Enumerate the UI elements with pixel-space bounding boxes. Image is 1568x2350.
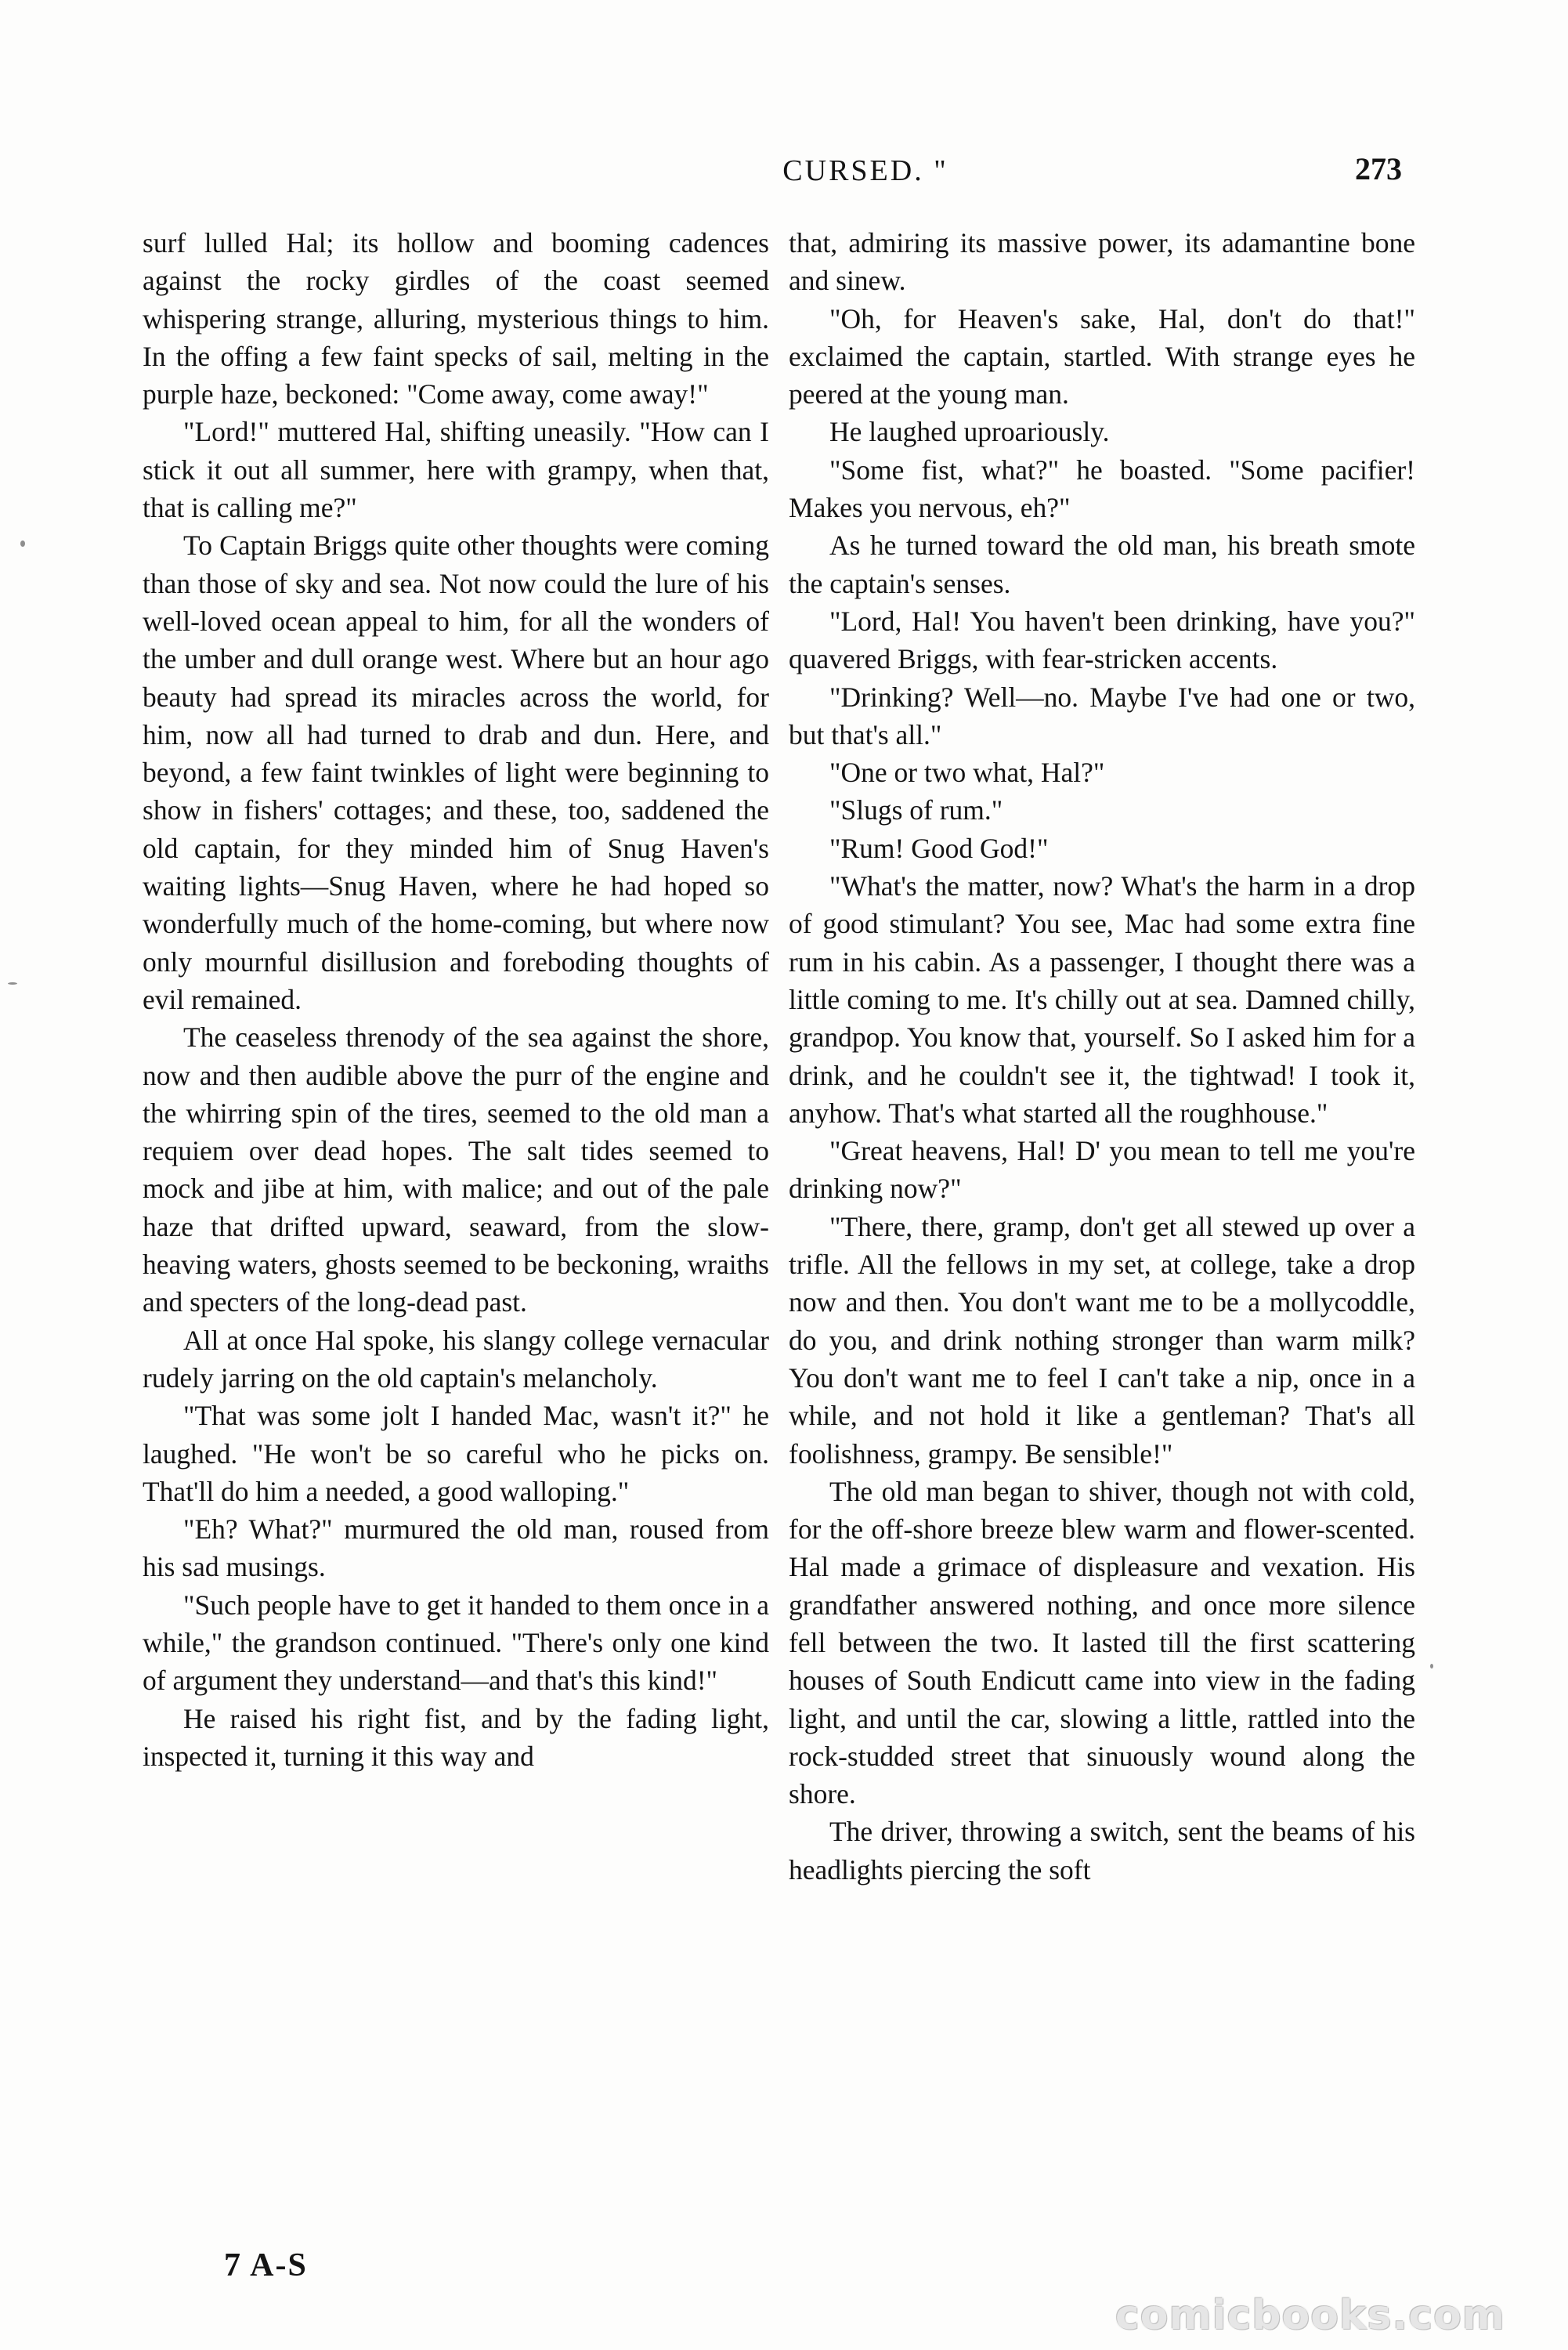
paragraph: "Oh, for Heaven's sake, Hal, don't do that!" exclaimed the captain, startled. With strange eyes he peered at the young man. (789, 302, 1415, 410)
paragraph: The driver, throwing a switch, sent the beams of his headlights piercing the soft (789, 1816, 1415, 1885)
paragraph: All at once Hal spoke, his slangy college vernacular rudely jarring on the old captain's melancholy. (143, 1324, 769, 1394)
paragraph: As he turned toward the old man, his breath smote the captain's senses. (789, 530, 1415, 599)
paragraph: that, admiring its massive power, its adamantine bone and sinew. (789, 227, 1415, 297)
signature-mark: 7 A-S (224, 2247, 308, 2283)
page-header (149, 151, 1402, 201)
paragraph: He raised his right fist, and by the fading light, inspected it, turning it this way and (143, 1702, 769, 1772)
right-column (789, 224, 1415, 1889)
running-title: CURSED. " (782, 154, 948, 187)
paragraph: "Slugs of rum." (829, 794, 1003, 826)
paragraph: surf lulled Hal; its hollow and booming cadences against the rocky girdles of the coast seemed whispering strange, alluring, mysterious things to him. In the offing a few faint specks of sail, melting in the purple haze, beckoned: "Come away, come away!" (143, 227, 769, 410)
paragraph: The ceaseless threnody of the sea against the shore, now and then audible above the purr of the engine and the whirring spin of the tires, seemed to the old man a requiem over dead hopes. The salt tides seemed to mock and jibe at him, with malice; and out of the pale haze that drifted upward, seaward, from the slow-heaving waters, ghosts seemed to be beckoning, wraiths and specters of the long-dead past. (143, 1021, 769, 1318)
paragraph: "Lord!" muttered Hal, shifting uneasily. "How can I stick it out all summer, here with grampy, when that, that is calling me?" (143, 416, 769, 524)
paragraph: The old man began to shiver, though not with cold, for the off-shore breeze blew warm and flower-scented. Hal made a grimace of displeasure and vexation. His grandfather answered nothing, and once more silence fell between the two. It lasted till the first scattering houses of South Endicutt came into view in the fading light, and until the car, slowing a little, rattled into the rock-studded street that sinuously wound along the shore. (789, 1475, 1415, 1810)
scan-speck (1430, 1664, 1433, 1668)
paragraph: "Eh? What?" murmured the old man, roused from his sad musings. (143, 1513, 769, 1583)
left-column (143, 224, 769, 1775)
paragraph: "Lord, Hal! You haven't been drinking, have you?" quavered Briggs, with fear-stricken accents. (789, 605, 1415, 675)
watermark: comicbooks.com (1115, 2292, 1505, 2339)
paragraph: To Captain Briggs quite other thoughts were coming than those of sky and sea. Not now could the lure of his well-loved ocean appeal to him, for all the wonders of the umber and dull orange west. Where but an hour ago beauty had spread its miracles across the world, for him, now all had turned to drab and dun. Here, and beyond, a few faint twinkles of light were beginning to show in fishers' cottages; and these, too, saddened the old captain, for they minded him of Snug Haven's waiting lights—Snug Haven, where he had hoped so wonderfully much of the home-coming, but where now only mournful disillusion and foreboding thoughts of evil remained. (143, 530, 769, 1015)
scan-speck (8, 982, 17, 985)
paragraph: "Great heavens, Hal! D' you mean to tell me you're drinking now?" (789, 1135, 1415, 1205)
paragraph: "What's the matter, now? What's the harm in a drop of good stimulant? You see, Mac had some extra fine rum in his cabin. As a passenger, I thought there was a little coming to me. It's chilly out at sea. Damned chilly, grandpop. You know that, yourself. So I asked him for a drink, and he couldn't see it, the tightwad! I took it, anyhow. That's what started all the roughhouse." (789, 870, 1415, 1129)
scan-speck (20, 540, 25, 547)
paragraph: He laughed uproariously. (829, 416, 1110, 448)
paragraph: "One or two what, Hal?" (829, 757, 1105, 789)
paragraph: "That was some jolt I handed Mac, wasn't it?" he laughed. "He won't be so careful who he picks on. That'll do him a needed, a good walloping." (143, 1400, 769, 1507)
paragraph: "Some fist, what?" he boasted. "Some pacifier! Makes you nervous, eh?" (789, 454, 1415, 524)
paragraph: "Rum! Good God!" (829, 832, 1049, 864)
paragraph: "There, there, gramp, don't get all stewed up over a trifle. All the fellows in my set, at college, take a drop now and then. You don't want me to be a mollycoddle, do you, and drink nothing stronger than warm milk? You don't want me to feel I can't take a nip, once in a while, and not hold it like a gentleman? That's all foolishness, grampy. Be sensible!" (789, 1210, 1415, 1470)
paragraph: "Drinking? Well—no. Maybe I've had one or two, but that's all." (789, 681, 1415, 750)
paragraph: "Such people have to get it handed to them once in a while," the grandson continued. "There's only one kind of argument they understand—and that's this kind!" (143, 1589, 769, 1697)
page-number: 273 (1355, 151, 1402, 186)
